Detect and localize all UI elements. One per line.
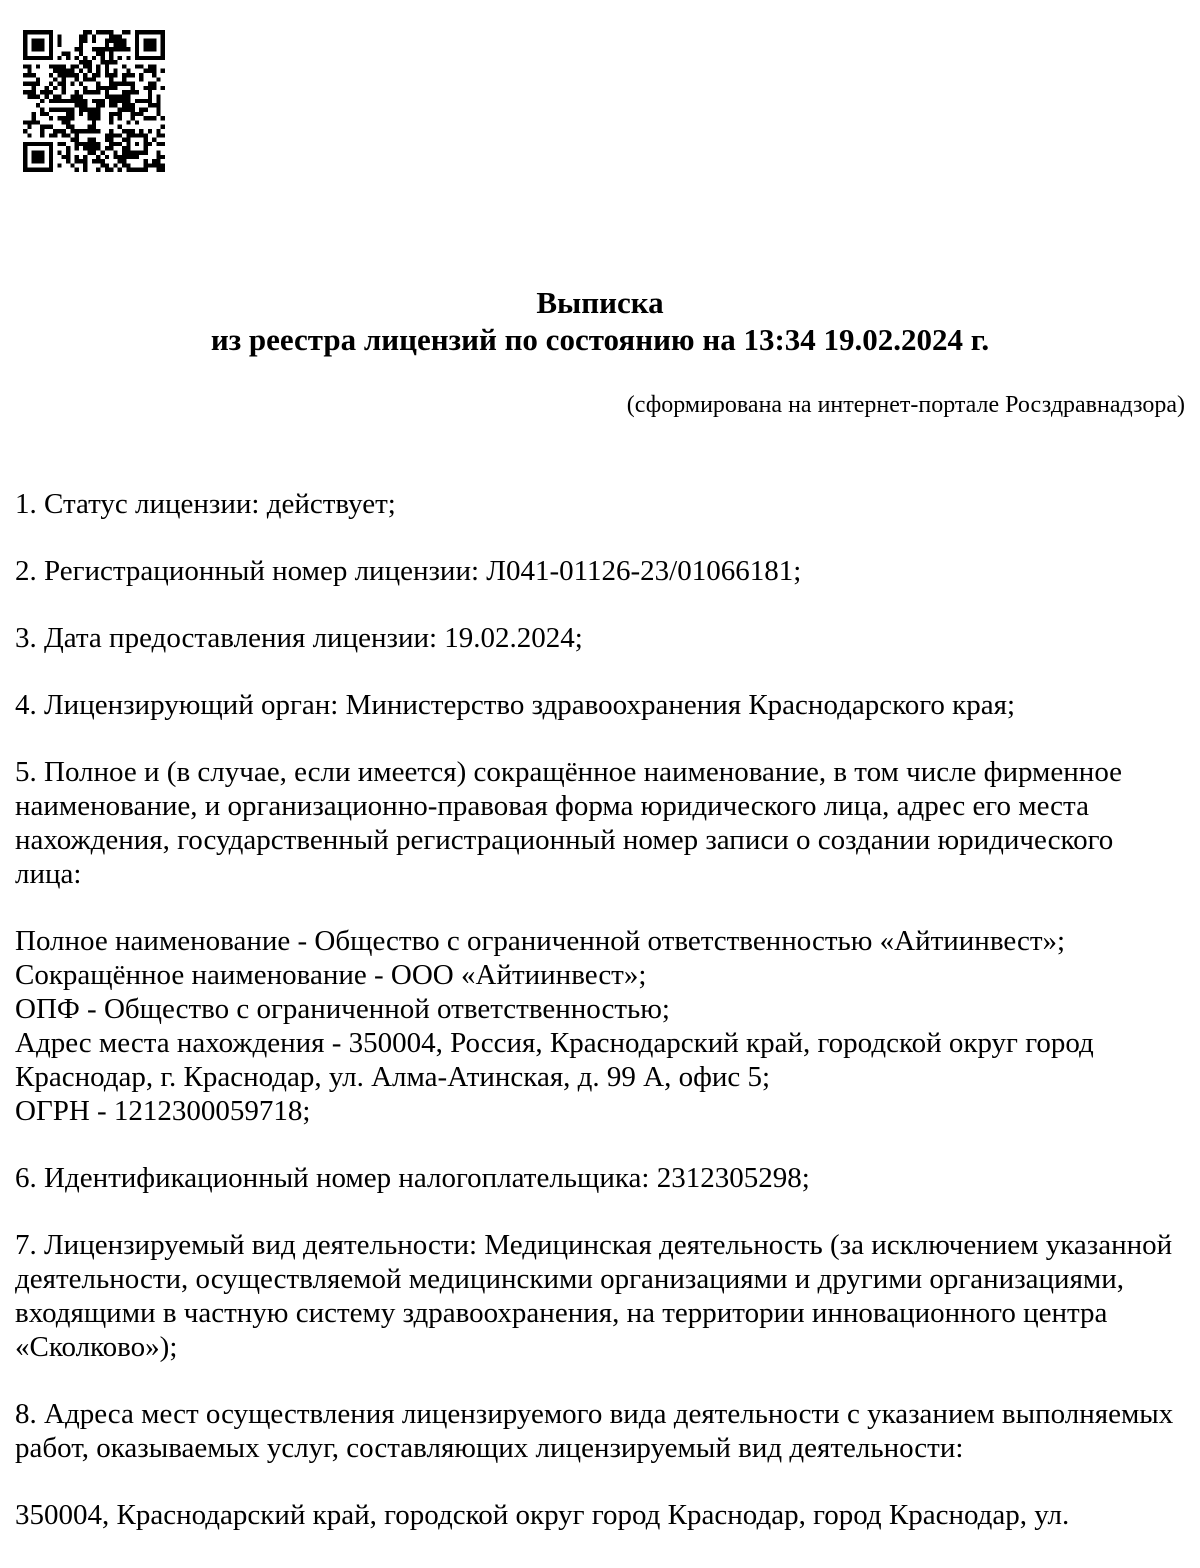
org-full-name: Полное наименование - Общество с ограниченной ответственностью «Айтиинвест»;: [15, 925, 1066, 957]
qr-code-icon: [23, 30, 165, 172]
org-address: Адрес места нахождения - 350004, Россия, Краснодарский край, городской округ город Краснодар, г. Краснодар, ул. Алма-Атинская, д. 99 А, офис 5;: [15, 1027, 1094, 1093]
formation-note: (сформирована на интернет-портале Росздравнадзора): [626, 392, 1185, 418]
paragraph-licensed-activity: 7. Лицензируемый вид деятельности: Медицинская деятельность (за исключением указанной деятельности, осуществляемой медицинскими организациями и другими организациями, входящими в частную систему здравоохранения, на территории инновационного центра «Сколково»);: [15, 1229, 1173, 1363]
document-body: [15, 487, 1185, 1532]
title-line-2: из реестра лицензий по состоянию на 13:34 19.02.2024 г.: [210, 322, 990, 357]
paragraph-addresses-intro: 8. Адреса мест осуществления лицензируемого вида деятельности с указанием выполняемых работ, оказываемых услуг, составляющих лицензируемый вид деятельности:: [15, 1398, 1174, 1464]
org-short-name: Сокращённое наименование - ООО «Айтиинвест»;: [15, 959, 647, 991]
paragraph-activity-address: 350004, Краснодарский край, городской округ город Краснодар, город Краснодар, ул.: [15, 1499, 1070, 1531]
organization-details-block: [15, 924, 1185, 1128]
org-ogrn: ОГРН - 1212300059718;: [15, 1095, 311, 1127]
paragraph-taxpayer-number: 6. Идентификационный номер налогоплательщика: 2312305298;: [15, 1162, 810, 1194]
title-line-1: Выписка: [536, 285, 664, 320]
document-title: [15, 284, 1185, 358]
org-legal-form: ОПФ - Общество с ограниченной ответственностью;: [15, 993, 670, 1025]
paragraph-registration-number: 2. Регистрационный номер лицензии: Л041-01126-23/01066181;: [15, 555, 802, 587]
paragraph-license-status: 1. Статус лицензии: действует;: [15, 488, 396, 520]
paragraph-grant-date: 3. Дата предоставления лицензии: 19.02.2024;: [15, 622, 583, 654]
paragraph-names-intro: 5. Полное и (в случае, если имеется) сокращённое наименование, в том числе фирменное наименование, и организационно-правовая форма юридического лица, адрес его места нахождения, государственный регистрационный номер записи о создании юридического лица:: [15, 756, 1123, 890]
paragraph-licensing-authority: 4. Лицензирующий орган: Министерство здравоохранения Краснодарского края;: [15, 689, 1016, 721]
